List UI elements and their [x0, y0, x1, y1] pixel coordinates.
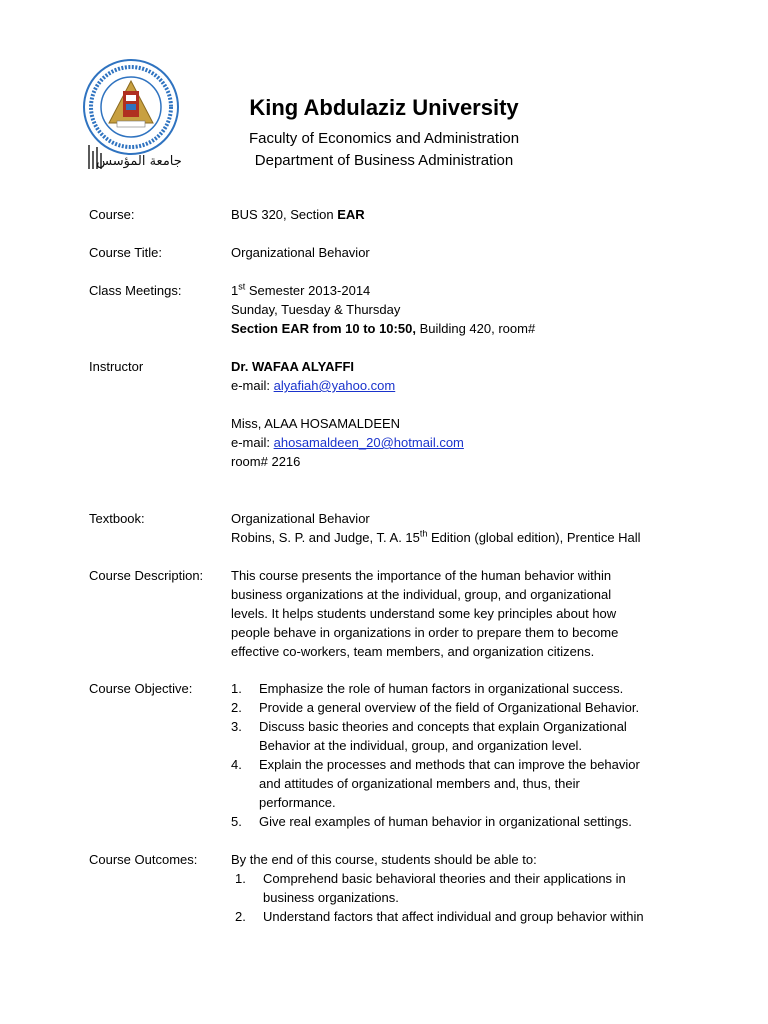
- university-name: King Abdulaziz University: [249, 95, 519, 120]
- faculty-name: Faculty of Economics and Administration: [248, 130, 520, 147]
- description-line: business organizations at the individual, group, and organizational: [231, 587, 612, 602]
- instructor-email-link-1[interactable]: alyafiah@yahoo.com: [273, 378, 396, 393]
- objective-item: 2. Provide a general overview of the field of Organizational Behavior.: [231, 700, 640, 715]
- instructor-room: room# 2216: [231, 454, 301, 469]
- university-seal-logo: [79, 57, 187, 175]
- course-title-value: Organizational Behavior: [231, 245, 370, 260]
- outcome-item: 1. Comprehend basic behavioral theories and their applications in business organizations.: [235, 871, 626, 905]
- document-header: [210, 95, 558, 172]
- course-label: Course:: [89, 207, 135, 222]
- instructor-name-2: Miss, ALAA HOSAMALDEEN: [231, 416, 401, 431]
- objective-item: 1. Emphasize the role of human factors in organizational success.: [231, 681, 624, 696]
- instructor-email-line-1: e-mail: alyafiah@yahoo.com: [231, 378, 396, 393]
- description-line: effective co-workers, team members, and organization citizens.: [231, 644, 595, 659]
- course-description-label: Course Description:: [89, 568, 204, 583]
- textbook-authors: Robins, S. P. and Judge, T. A. 15th Edition (global edition), Prentice Hall: [231, 528, 641, 545]
- class-meetings-label: Class Meetings:: [89, 283, 182, 298]
- semester-line: 1st Semester 2013-2014: [231, 281, 371, 298]
- meeting-time-line: Section EAR from 10 to 10:50, Building 420, room#: [231, 321, 536, 336]
- instructor-name-1: Dr. WAFAA ALYAFFI: [231, 359, 355, 374]
- objective-item: 4. Explain the processes and methods that can improve the behavior and attitudes of organizational members and, thus, their performance.: [231, 757, 640, 810]
- objective-item: 5. Give real examples of human behavior in organizational settings.: [231, 814, 632, 829]
- outcomes-list: [231, 869, 671, 926]
- description-line: This course presents the importance of the human behavior within: [231, 568, 612, 583]
- instructor-label: Instructor: [89, 359, 144, 374]
- course-code: BUS 320, Section: [231, 207, 338, 222]
- department-name: Department of Business Administration: [254, 152, 514, 169]
- objective-item: 3. Discuss basic theories and concepts that explain Organizational Behavior at the individual, group, and organization level.: [231, 719, 627, 753]
- textbook-label: Textbook:: [89, 511, 145, 526]
- description-line: levels. It helps students understand some key principles about how: [231, 606, 617, 621]
- course-title-label: Course Title:: [89, 245, 162, 260]
- objective-list: [231, 679, 671, 831]
- outcome-item: 2. Understand factors that affect individual and group behavior within: [235, 909, 644, 924]
- meeting-days: Sunday, Tuesday & Thursday: [231, 302, 401, 317]
- course-objective-label: Course Objective:: [89, 681, 193, 696]
- description-line: people behave in organizations in order to prepare them to become: [231, 625, 619, 640]
- seal-arabic-text: جامعة المؤسس: [96, 154, 182, 169]
- course-outcomes-label: Course Outcomes:: [89, 852, 198, 867]
- textbook-title: Organizational Behavior: [231, 511, 370, 526]
- outcomes-intro: By the end of this course, students should be able to:: [231, 852, 537, 867]
- instructor-email-link-2[interactable]: ahosamaldeen_20@hotmail.com: [273, 435, 464, 450]
- instructor-email-line-2: e-mail: ahosamaldeen_20@hotmail.com: [231, 435, 464, 450]
- course-section: EAR: [337, 207, 365, 222]
